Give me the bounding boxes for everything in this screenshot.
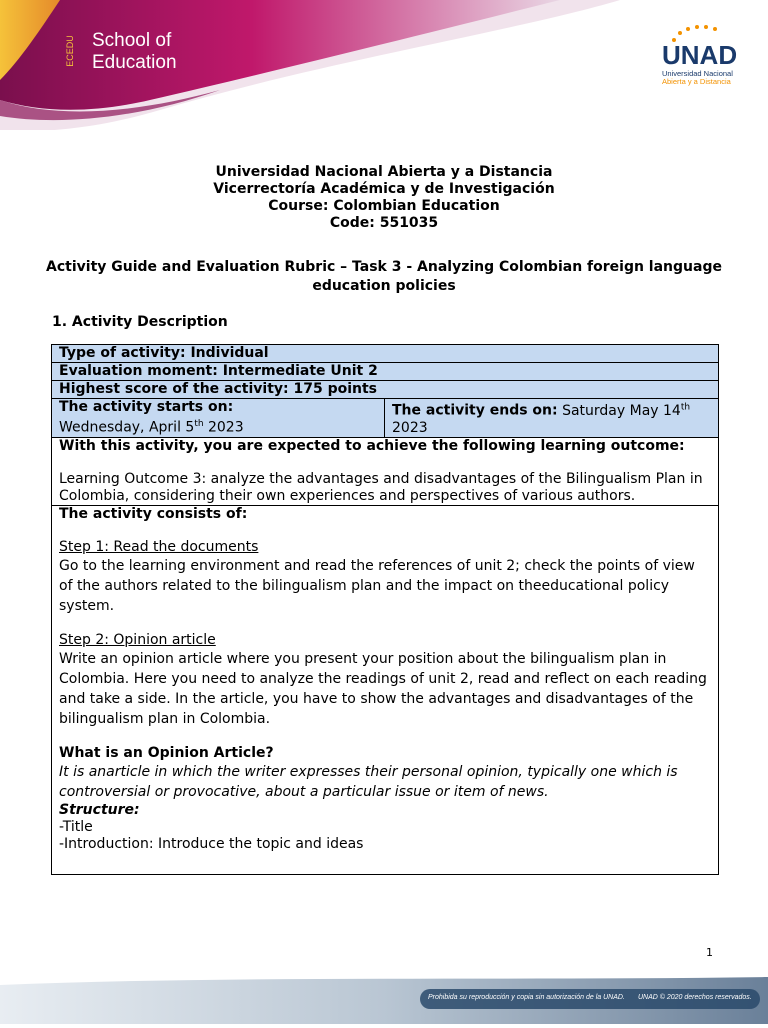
outcome-text: Learning Outcome 3: analyze the advantages and disadvantages of the Bilingualism Plan in Colombia, considering their own experiences and perspectives of various authors. xyxy=(59,470,703,504)
header-banner xyxy=(0,0,768,130)
end-date-label: The activity ends on: xyxy=(392,402,558,419)
footer-rights: UNAD © 2020 derechos reservados. xyxy=(638,994,752,1001)
svg-text:UNAD: UNAD xyxy=(662,40,738,70)
type-of-activity: Type of activity: Individual xyxy=(52,345,719,363)
start-date-label: The activity starts on: xyxy=(59,399,234,415)
course-code: Code: 551035 xyxy=(329,215,439,231)
university-name: Universidad Nacional Abierta y a Distancia xyxy=(215,164,553,180)
document-titles xyxy=(0,164,768,232)
end-date-cell xyxy=(385,399,719,438)
consists-heading: The activity consists of: xyxy=(59,505,248,522)
activity-table xyxy=(51,344,719,875)
opinion-text: It is anarticle in which the writer expresses their personal opinion, typically one which is controversial or provocative, about a particular issue or item of news. xyxy=(59,763,678,800)
unad-subtitle: Universidad Nacional Abierta y a Distancia xyxy=(662,69,733,86)
start-date-value: Wednesday, April 5th 2023 xyxy=(59,419,244,436)
footer-copyright-notice: Prohibida su reproducción y copia sin autorización de la UNAD. xyxy=(428,994,625,1001)
structure-item: -Introduction: Introduce the topic and ideas xyxy=(59,835,364,852)
structure-item: -Title xyxy=(59,818,93,835)
structure-heading: Structure: xyxy=(59,801,140,818)
evaluation-moment: Evaluation moment: Intermediate Unit 2 xyxy=(52,363,719,381)
task-title: Activity Guide and Evaluation Rubric – Task 3 - Analyzing Colombian foreign language education policies xyxy=(46,259,722,294)
activity-consists-cell xyxy=(52,505,719,874)
start-date-cell xyxy=(52,399,385,438)
step1-title: Step 1: Read the documents xyxy=(59,538,259,555)
section-heading: 1. Activity Description xyxy=(52,314,228,330)
vice-rectorate: Vicerrectoría Académica y de Investigación xyxy=(213,181,555,197)
step2-title: Step 2: Opinion article xyxy=(59,631,216,648)
course-name: Course: Colombian Education xyxy=(268,198,500,214)
footer-banner xyxy=(0,975,768,1024)
school-of-education-logo: School of Education xyxy=(92,30,177,73)
step2-text: Write an opinion article where you present your position about the bilingualism plan in Colombia. Here you need to analyze the readings of unit 2, read and reflect on each reading and take a side. In the article, you have to show the advantages and disadvantages of the bilingualism plan in Colombia. xyxy=(59,650,707,727)
outcome-heading: With this activity, you are expected to achieve the following learning outcome: xyxy=(59,437,685,454)
end-date-value: Saturday May 14th 2023 xyxy=(392,402,691,436)
opinion-heading: What is an Opinion Article? xyxy=(59,744,274,761)
highest-score: Highest score of the activity: 175 points xyxy=(52,381,719,399)
learning-outcome-cell xyxy=(52,437,719,505)
ecedu-label: ECEDU xyxy=(64,35,75,67)
page-number: 1 xyxy=(706,946,713,959)
step1-text: Go to the learning environment and read the references of unit 2; check the points of view of the authors related to the bilingualism plan and the impact on theeducational policy system. xyxy=(59,557,695,614)
